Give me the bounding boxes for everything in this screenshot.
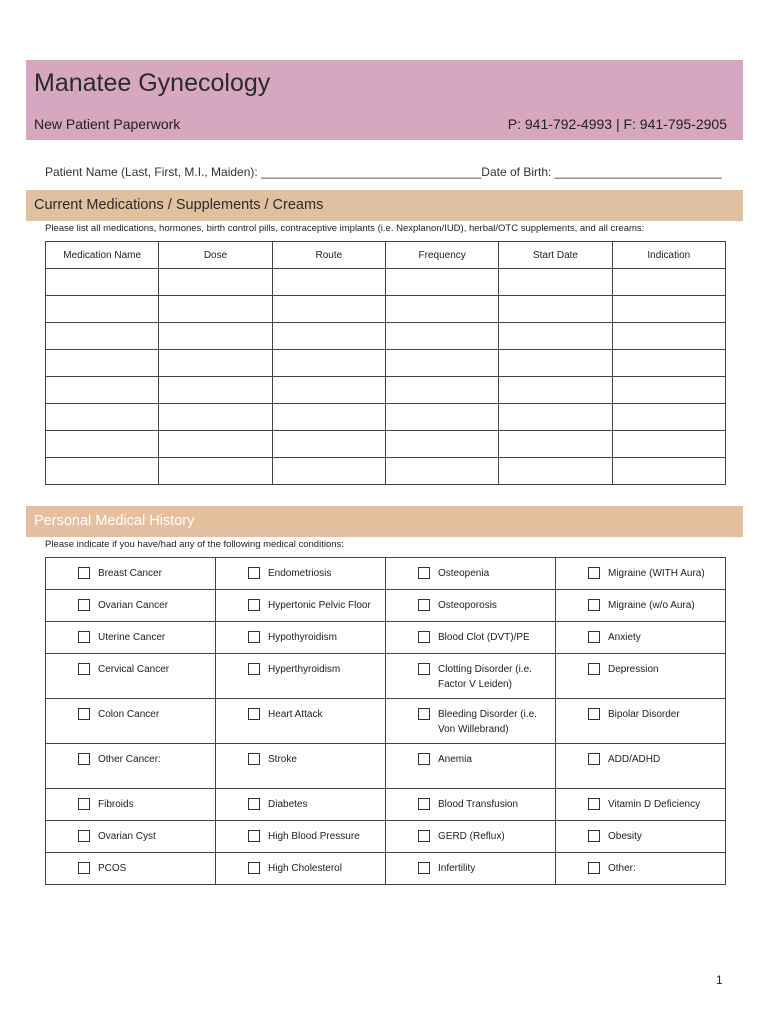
condition-option[interactable] [386,699,555,737]
medication-row [46,404,726,431]
condition-checkbox[interactable] [588,753,600,765]
page-number: 1 [716,973,723,987]
history-row [46,622,726,654]
condition-option[interactable] [216,654,385,677]
condition-label: Osteoporosis [438,600,497,611]
medication-entry-cell[interactable] [159,350,272,377]
condition-label: Osteopenia [438,568,490,579]
condition-cell [46,622,216,654]
medication-entry-cell[interactable] [272,296,385,323]
condition-checkbox[interactable] [248,753,260,765]
condition-label: Hyperthyroidism [268,664,341,675]
condition-checkbox[interactable] [248,830,260,842]
condition-cell [46,821,216,853]
condition-checkbox[interactable] [588,567,600,579]
condition-cell [216,654,386,699]
condition-checkbox[interactable] [248,567,260,579]
medication-entry-cell[interactable] [46,269,159,296]
history-row [46,590,726,622]
medication-entry-cell[interactable] [46,323,159,350]
contact-numbers: P: 941-792-4993 | F: 941-795-2905 [507,116,727,132]
condition-option[interactable] [556,699,725,722]
condition-cell [386,744,556,789]
medication-entry-cell[interactable] [612,269,725,296]
medications-table [45,241,726,485]
condition-cell [386,654,556,699]
medication-entry-cell[interactable] [272,404,385,431]
column-header: Frequency [385,242,498,269]
medication-entry-cell[interactable] [159,404,272,431]
condition-label: Infertility [438,863,476,874]
condition-label: Blood Clot (DVT)/PE [438,632,530,643]
condition-cell [216,558,386,590]
medication-entry-cell[interactable] [159,377,272,404]
condition-option[interactable] [46,699,215,722]
condition-option[interactable] [556,853,725,876]
history-row [46,821,726,853]
medications-header-row [46,242,726,269]
condition-label: Colon Cancer [98,709,160,720]
condition-checkbox[interactable] [418,663,430,675]
condition-label: Breast Cancer [98,568,162,579]
medication-row [46,458,726,485]
condition-cell [556,622,726,654]
condition-option[interactable] [216,699,385,722]
condition-cell [386,853,556,885]
condition-cell [556,821,726,853]
condition-cell [386,558,556,590]
history-instruction: Please indicate if you have/had any of the following medical conditions: [45,539,344,550]
condition-cell [216,853,386,885]
condition-label: Bipolar Disorder [608,709,680,720]
condition-option[interactable] [216,853,385,876]
medications-instruction: Please list all medications, hormones, birth control pills, contraceptive implants (i.e. Nexplanon/IUD), herbal/OTC supplements, and all creams: [45,223,645,234]
condition-checkbox[interactable] [78,708,90,720]
condition-cell [216,699,386,744]
history-row [46,744,726,789]
medication-entry-cell[interactable] [272,269,385,296]
medication-entry-cell[interactable] [159,458,272,485]
medication-entry-cell[interactable] [159,431,272,458]
column-header: Start Date [499,242,612,269]
condition-checkbox[interactable] [248,663,260,675]
medication-entry-cell[interactable] [46,350,159,377]
condition-label: Heart Attack [268,709,323,720]
condition-checkbox[interactable] [418,567,430,579]
medication-entry-cell[interactable] [272,458,385,485]
condition-cell [386,590,556,622]
medication-entry-cell[interactable] [385,458,498,485]
condition-cell [46,789,216,821]
condition-label: Other Cancer: [98,754,161,765]
condition-option[interactable] [556,789,725,812]
condition-label: Fibroids [98,799,134,810]
condition-label: Cervical Cancer [98,664,170,675]
column-header: Dose [159,242,272,269]
condition-option[interactable] [216,622,385,645]
condition-cell [556,853,726,885]
medication-entry-cell[interactable] [272,431,385,458]
condition-label: Migraine (w/o Aura) [608,600,695,611]
history-row [46,853,726,885]
condition-cell [556,590,726,622]
condition-label: Bleeding Disorder (i.e. Von Willebrand) [438,709,537,735]
condition-checkbox[interactable] [248,599,260,611]
condition-checkbox[interactable] [588,631,600,643]
condition-label: Diabetes [268,799,308,810]
condition-cell [556,654,726,699]
condition-cell [216,789,386,821]
condition-cell [46,699,216,744]
medication-entry-cell[interactable] [385,350,498,377]
condition-option[interactable] [556,558,725,581]
medical-history-table [45,557,726,885]
patient-name-dob-line[interactable]: Patient Name (Last, First, M.I., Maiden): _________________________________Date of Birth: _________________________ [45,165,722,179]
condition-label: Uterine Cancer [98,632,166,643]
condition-label: Vitamin D Deficiency [608,799,701,810]
condition-label: Blood Transfusion [438,799,519,810]
condition-cell [386,699,556,744]
condition-option[interactable] [556,622,725,645]
condition-label: Anemia [438,754,472,765]
condition-cell [216,744,386,789]
medication-entry-cell[interactable] [46,431,159,458]
condition-label: Endometriosis [268,568,332,579]
condition-label: ADD/ADHD [608,754,661,765]
column-header: Route [272,242,385,269]
condition-option[interactable] [46,590,215,613]
condition-option[interactable] [386,622,555,645]
medication-entry-cell[interactable] [272,323,385,350]
medication-entry-cell[interactable] [612,323,725,350]
medication-entry-cell[interactable] [385,377,498,404]
condition-label: Stroke [268,754,297,765]
medication-entry-cell[interactable] [46,404,159,431]
medication-row [46,431,726,458]
condition-label: PCOS [98,863,127,874]
condition-cell [216,821,386,853]
condition-cell [556,699,726,744]
condition-checkbox[interactable] [418,830,430,842]
medication-entry-cell[interactable] [46,296,159,323]
medication-entry-cell[interactable] [612,431,725,458]
condition-cell [556,789,726,821]
medication-entry-cell[interactable] [612,377,725,404]
condition-checkbox[interactable] [588,708,600,720]
condition-option[interactable] [386,558,555,581]
condition-option[interactable] [216,590,385,613]
medications-section-title: Current Medications / Supplements / Creams [26,190,743,221]
condition-option[interactable] [46,622,215,645]
history-row [46,789,726,821]
history-row [46,654,726,699]
condition-checkbox[interactable] [78,599,90,611]
condition-option[interactable] [556,744,725,767]
medication-entry-cell[interactable] [499,458,612,485]
condition-option[interactable] [556,590,725,613]
history-body [46,558,726,885]
condition-option[interactable] [46,853,215,876]
condition-option[interactable] [386,821,555,844]
medication-entry-cell[interactable] [385,431,498,458]
condition-checkbox[interactable] [588,663,600,675]
condition-label: Obesity [608,831,642,842]
condition-checkbox[interactable] [78,567,90,579]
condition-checkbox[interactable] [248,708,260,720]
condition-option[interactable] [46,558,215,581]
condition-option[interactable] [216,744,385,767]
condition-cell [556,558,726,590]
condition-checkbox[interactable] [418,708,430,720]
condition-label: Other: [608,863,636,874]
medication-row [46,323,726,350]
condition-checkbox[interactable] [588,599,600,611]
header-banner [26,60,743,140]
condition-label: Ovarian Cancer [98,600,169,611]
medication-entry-cell[interactable] [46,377,159,404]
medication-entry-cell[interactable] [499,377,612,404]
medication-entry-cell[interactable] [385,404,498,431]
condition-option[interactable] [216,558,385,581]
condition-cell [556,744,726,789]
condition-option[interactable] [386,744,555,767]
condition-option[interactable] [216,789,385,812]
medication-row [46,296,726,323]
condition-option[interactable] [46,789,215,812]
condition-checkbox[interactable] [588,830,600,842]
medication-row [46,350,726,377]
medication-entry-cell[interactable] [159,296,272,323]
medication-entry-cell[interactable] [499,269,612,296]
condition-cell [386,789,556,821]
history-row [46,699,726,744]
condition-option[interactable] [386,654,555,692]
medication-entry-cell[interactable] [612,296,725,323]
condition-checkbox[interactable] [78,631,90,643]
clinic-title: Manatee Gynecology [34,69,271,97]
condition-label: Hypothyroidism [268,632,337,643]
condition-label: Hypertonic Pelvic Floor [268,600,371,611]
medication-entry-cell[interactable] [612,458,725,485]
condition-checkbox[interactable] [78,798,90,810]
medication-entry-cell[interactable] [499,296,612,323]
condition-label: Ovarian Cyst [98,831,156,842]
condition-cell [386,821,556,853]
medication-entry-cell[interactable] [46,458,159,485]
condition-checkbox[interactable] [418,599,430,611]
medication-entry-cell[interactable] [385,323,498,350]
condition-option[interactable] [46,654,215,677]
medication-entry-cell[interactable] [159,269,272,296]
condition-checkbox[interactable] [418,862,430,874]
condition-option[interactable] [46,821,215,844]
condition-option[interactable] [46,744,215,767]
condition-checkbox[interactable] [588,862,600,874]
medication-entry-cell[interactable] [612,404,725,431]
medication-entry-cell[interactable] [385,269,498,296]
medication-entry-cell[interactable] [159,323,272,350]
condition-option[interactable] [386,590,555,613]
condition-label: GERD (Reflux) [438,831,505,842]
condition-cell [46,558,216,590]
column-header: Medication Name [46,242,159,269]
condition-checkbox[interactable] [418,631,430,643]
condition-option[interactable] [556,821,725,844]
condition-option[interactable] [216,821,385,844]
condition-checkbox[interactable] [418,753,430,765]
condition-label: Clotting Disorder (i.e. Factor V Leiden) [438,664,532,690]
medication-row [46,377,726,404]
history-section-title: Personal Medical History [26,506,743,537]
condition-label: Depression [608,664,659,675]
medication-entry-cell[interactable] [272,377,385,404]
condition-option[interactable] [386,853,555,876]
condition-cell [46,744,216,789]
condition-checkbox[interactable] [78,830,90,842]
condition-option[interactable] [386,789,555,812]
medication-entry-cell[interactable] [499,323,612,350]
condition-option[interactable] [556,654,725,677]
condition-cell [386,622,556,654]
form-subtitle: New Patient Paperwork [34,116,181,132]
column-header: Indication [612,242,725,269]
history-row [46,558,726,590]
condition-label: Migraine (WITH Aura) [608,568,705,579]
condition-cell [46,590,216,622]
condition-cell [216,590,386,622]
condition-cell [46,853,216,885]
condition-label: High Blood Pressure [268,831,360,842]
condition-checkbox[interactable] [78,663,90,675]
condition-cell [216,622,386,654]
condition-checkbox[interactable] [78,753,90,765]
condition-label: High Cholesterol [268,863,342,874]
condition-checkbox[interactable] [248,631,260,643]
medications-body [46,269,726,485]
condition-checkbox[interactable] [248,862,260,874]
medication-entry-cell[interactable] [272,350,385,377]
condition-cell [46,654,216,699]
condition-checkbox[interactable] [248,798,260,810]
medication-entry-cell[interactable] [385,296,498,323]
condition-checkbox[interactable] [78,862,90,874]
medication-row [46,269,726,296]
medication-entry-cell[interactable] [499,431,612,458]
condition-label: Anxiety [608,632,641,643]
medication-entry-cell[interactable] [499,404,612,431]
medication-entry-cell[interactable] [612,350,725,377]
condition-checkbox[interactable] [588,798,600,810]
medication-entry-cell[interactable] [499,350,612,377]
condition-checkbox[interactable] [418,798,430,810]
